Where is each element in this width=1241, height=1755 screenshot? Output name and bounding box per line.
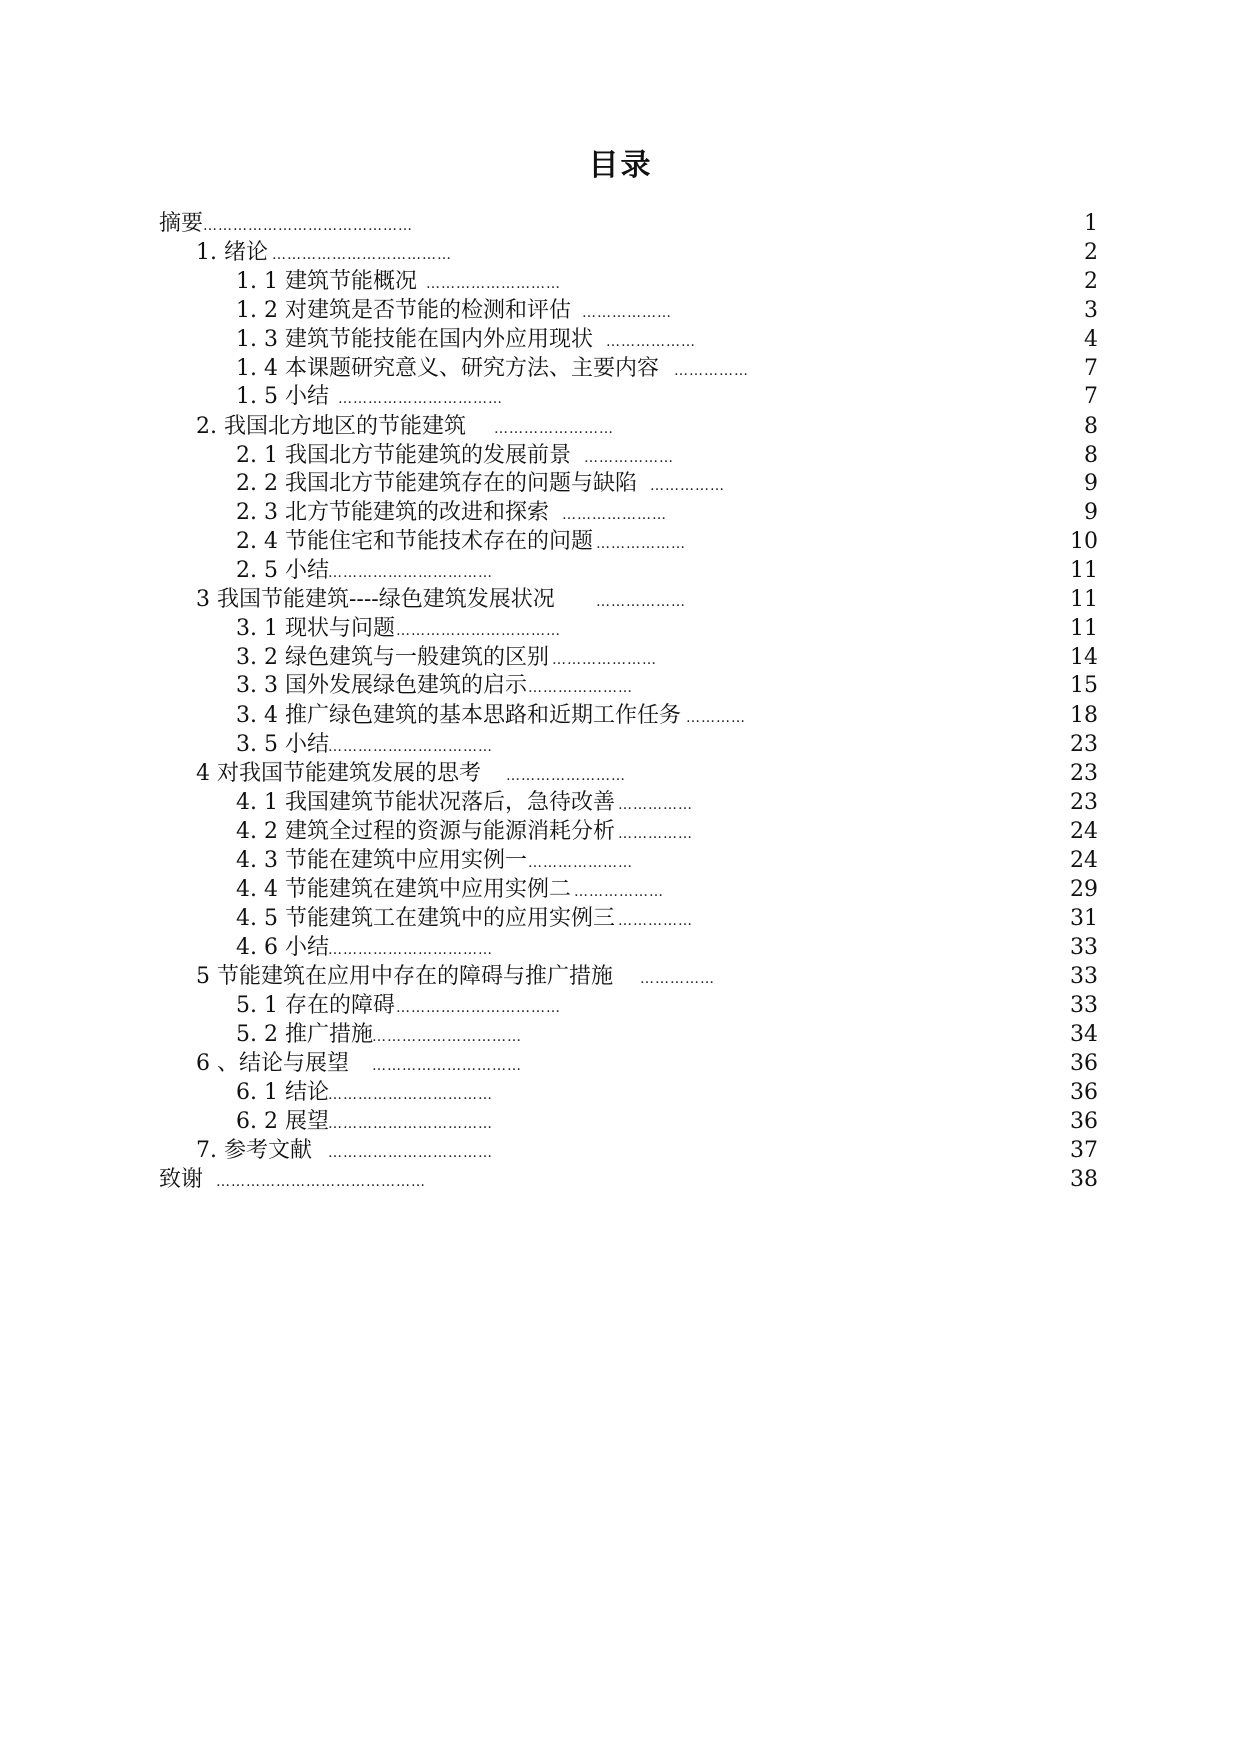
toc-page-number: 2 (1084, 269, 1098, 294)
toc-entry-label: 1. 3 建筑节能技能在国内外应用现状 (236, 327, 593, 352)
toc-entry-label: 2. 5 小结 (236, 558, 329, 583)
toc-entry[interactable] (0, 1165, 1241, 1195)
toc-entry[interactable] (0, 643, 1241, 673)
toc-entry[interactable] (0, 701, 1241, 731)
toc-page-number: 3 (1084, 298, 1098, 323)
toc-leader: ………………… (528, 855, 633, 871)
toc-entry-label: 2. 1 我国北方节能建筑的发展前景 (236, 443, 571, 468)
toc-page-number: 37 (1070, 1138, 1098, 1163)
toc-page-number: 10 (1070, 529, 1098, 554)
toc-entry-label: 2. 我国北方地区的节能建筑 (196, 414, 466, 439)
toc-leader: …………… (640, 971, 715, 987)
toc-entry-label: 3 我国节能建筑----绿色建筑发展状况 (196, 587, 555, 612)
toc-leader: …………………………… (328, 739, 493, 755)
toc-page-number: 11 (1070, 616, 1098, 641)
toc-leader: ……………… (584, 450, 674, 466)
toc-entry[interactable] (0, 498, 1241, 528)
toc-entry-label: 4. 2 建筑全过程的资源与能源消耗分析 (236, 819, 615, 844)
toc-entry[interactable] (0, 846, 1241, 876)
toc-page-number: 18 (1070, 703, 1098, 728)
toc-page-number: 36 (1070, 1109, 1098, 1134)
toc-page-number: 7 (1084, 356, 1098, 381)
toc-entry-label: 7. 参考文献 (196, 1138, 312, 1163)
toc-leader: ………… (686, 710, 746, 726)
toc-leader: ……………… (596, 536, 686, 552)
toc-page-number: 33 (1070, 964, 1098, 989)
toc-entry-label: 5. 2 推广措施 (236, 1022, 373, 1047)
toc-entry[interactable] (0, 556, 1241, 586)
toc-entry-label: 4. 3 节能在建筑中应用实例一 (236, 848, 527, 873)
toc-leader: ………………… (528, 680, 633, 696)
toc-entry-label: 4. 1 我国建筑节能状况落后，急待改善 (236, 790, 615, 815)
toc-leader: ……………………………… (272, 247, 452, 263)
toc-leader: ……………… (574, 884, 664, 900)
toc-leader: ………………………… (372, 1029, 522, 1045)
toc-entry-label: 4. 4 节能建筑在建筑中应用实例二 (236, 877, 571, 902)
toc-entry-label: 4 对我国节能建筑发展的思考 (196, 761, 481, 786)
toc-entry[interactable] (0, 441, 1241, 471)
toc-entry-label: 3. 1 现状与问题 (236, 616, 395, 641)
toc-entry-label: 1. 5 小结 (236, 384, 329, 409)
toc-entry-label: 4. 5 节能建筑工在建筑中的应用实例三 (236, 906, 615, 931)
toc-leader: …………………………………… (203, 218, 413, 234)
toc-leader: …………… (618, 913, 693, 929)
toc-entry[interactable] (0, 991, 1241, 1021)
toc-entry[interactable] (0, 875, 1241, 905)
toc-entry-label: 1. 1 建筑节能概况 (236, 269, 417, 294)
toc-leader: …………… (618, 797, 693, 813)
toc-entry-label: 2. 4 节能住宅和节能技术存在的问题 (236, 529, 593, 554)
toc-page-number: 11 (1070, 587, 1098, 612)
toc-entry[interactable] (0, 817, 1241, 847)
toc-entry-label: 3. 3 国外发展绿色建筑的启示 (236, 673, 527, 698)
toc-page-number: 23 (1070, 732, 1098, 757)
toc-page-number: 38 (1070, 1167, 1098, 1192)
toc-entry-label: 2. 3 北方节能建筑的改进和探索 (236, 500, 549, 525)
toc-entry[interactable] (0, 412, 1241, 442)
toc-entry[interactable] (0, 209, 1241, 239)
toc-entry-label: 6 、结论与展望 (196, 1051, 349, 1076)
toc-entry[interactable] (0, 296, 1241, 326)
toc-entry-label: 致谢 (159, 1167, 204, 1192)
toc-leader: …………………………… (328, 942, 493, 958)
toc-page-number: 31 (1070, 906, 1098, 931)
toc-entry[interactable] (0, 1107, 1241, 1137)
toc-page-number: 4 (1084, 327, 1098, 352)
toc-page-number: 23 (1070, 790, 1098, 815)
toc-entry-label: 5. 1 存在的障碍 (236, 993, 395, 1018)
toc-leader: …………………………… (328, 1145, 493, 1161)
toc-page-number: 2 (1084, 240, 1098, 265)
toc-entry[interactable] (0, 759, 1241, 789)
toc-entry[interactable] (0, 1078, 1241, 1108)
toc-leader: ……………………… (426, 276, 561, 292)
toc-entry[interactable] (0, 585, 1241, 615)
toc-entry-label: 5 节能建筑在应用中存在的障碍与推广措施 (196, 964, 613, 989)
toc-entry[interactable] (0, 962, 1241, 992)
toc-page-number: 11 (1070, 558, 1098, 583)
toc-entry-label: 4. 6 小结 (236, 935, 329, 960)
toc-page-number: 1 (1084, 211, 1098, 236)
toc-entry[interactable] (0, 933, 1241, 963)
toc-page-number: 24 (1070, 848, 1098, 873)
toc-entry[interactable] (0, 354, 1241, 384)
toc-leader: …………………… (506, 768, 626, 784)
toc-leader: ………………… (562, 507, 667, 523)
toc-entry[interactable] (0, 730, 1241, 760)
toc-leader: …………………………… (328, 565, 493, 581)
toc-leader: ……………… (596, 594, 686, 610)
toc-page-number: 34 (1070, 1022, 1098, 1047)
toc-entry[interactable] (0, 788, 1241, 818)
toc-page-number: 24 (1070, 819, 1098, 844)
toc-leader: …………………………………… (216, 1174, 426, 1190)
toc-entry[interactable] (0, 1020, 1241, 1050)
toc-entry[interactable] (0, 382, 1241, 412)
toc-leader: …………………………… (328, 1116, 493, 1132)
toc-entry[interactable] (0, 469, 1241, 499)
toc-entry[interactable] (0, 267, 1241, 297)
toc-entry[interactable] (0, 238, 1241, 268)
toc-page-number: 33 (1070, 993, 1098, 1018)
toc-leader: …………………………… (396, 1000, 561, 1016)
toc-page-number: 9 (1084, 471, 1098, 496)
toc-entry-label: 摘要 (159, 211, 204, 236)
toc-entry-label: 3. 4 推广绿色建筑的基本思路和近期工作任务 (236, 703, 681, 728)
toc-entry[interactable] (0, 1049, 1241, 1079)
toc-entry-label: 6. 2 展望 (236, 1109, 329, 1134)
toc-leader: ………………………… (372, 1058, 522, 1074)
toc-entry[interactable] (0, 671, 1241, 701)
toc-entry-label: 1. 4 本课题研究意义、研究方法、主要内容 (236, 356, 659, 381)
toc-page-number: 8 (1084, 443, 1098, 468)
toc-entry[interactable] (0, 1136, 1241, 1166)
toc-page-number: 14 (1070, 645, 1098, 670)
toc-leader: …………………… (494, 421, 614, 437)
toc-entry[interactable] (0, 325, 1241, 355)
toc-leader: …………… (650, 478, 725, 494)
toc-leader: …………………………… (338, 391, 503, 407)
toc-page-number: 9 (1084, 500, 1098, 525)
toc-page-number: 15 (1070, 673, 1098, 698)
toc-leader: …………………………… (328, 1087, 493, 1103)
toc-entry-label: 2. 2 我国北方节能建筑存在的问题与缺陷 (236, 471, 637, 496)
toc-entry[interactable] (0, 614, 1241, 644)
toc-entry[interactable] (0, 904, 1241, 934)
toc-leader: ……………… (582, 305, 672, 321)
toc-leader: …………… (674, 363, 749, 379)
toc-page-number: 33 (1070, 935, 1098, 960)
toc-leader: …………………………… (396, 623, 561, 639)
toc-leader: ………………… (552, 652, 657, 668)
toc-page-number: 7 (1084, 384, 1098, 409)
toc-entry-label: 6. 1 结论 (236, 1080, 329, 1105)
toc-page-number: 23 (1070, 761, 1098, 786)
toc-leader: …………… (618, 826, 693, 842)
toc-entry-label: 1. 2 对建筑是否节能的检测和评估 (236, 298, 571, 323)
toc-entry-label: 3. 2 绿色建筑与一般建筑的区别 (236, 645, 549, 670)
toc-entry-label: 3. 5 小结 (236, 732, 329, 757)
toc-page-number: 29 (1070, 877, 1098, 902)
toc-page-number: 36 (1070, 1051, 1098, 1076)
toc-leader: ……………… (606, 334, 696, 350)
toc-page-number: 8 (1084, 414, 1098, 439)
toc-entry-label: 1. 绪论 (196, 240, 268, 265)
page-title: 目录 (588, 148, 653, 183)
toc-page-number: 36 (1070, 1080, 1098, 1105)
toc-entry[interactable] (0, 527, 1241, 557)
